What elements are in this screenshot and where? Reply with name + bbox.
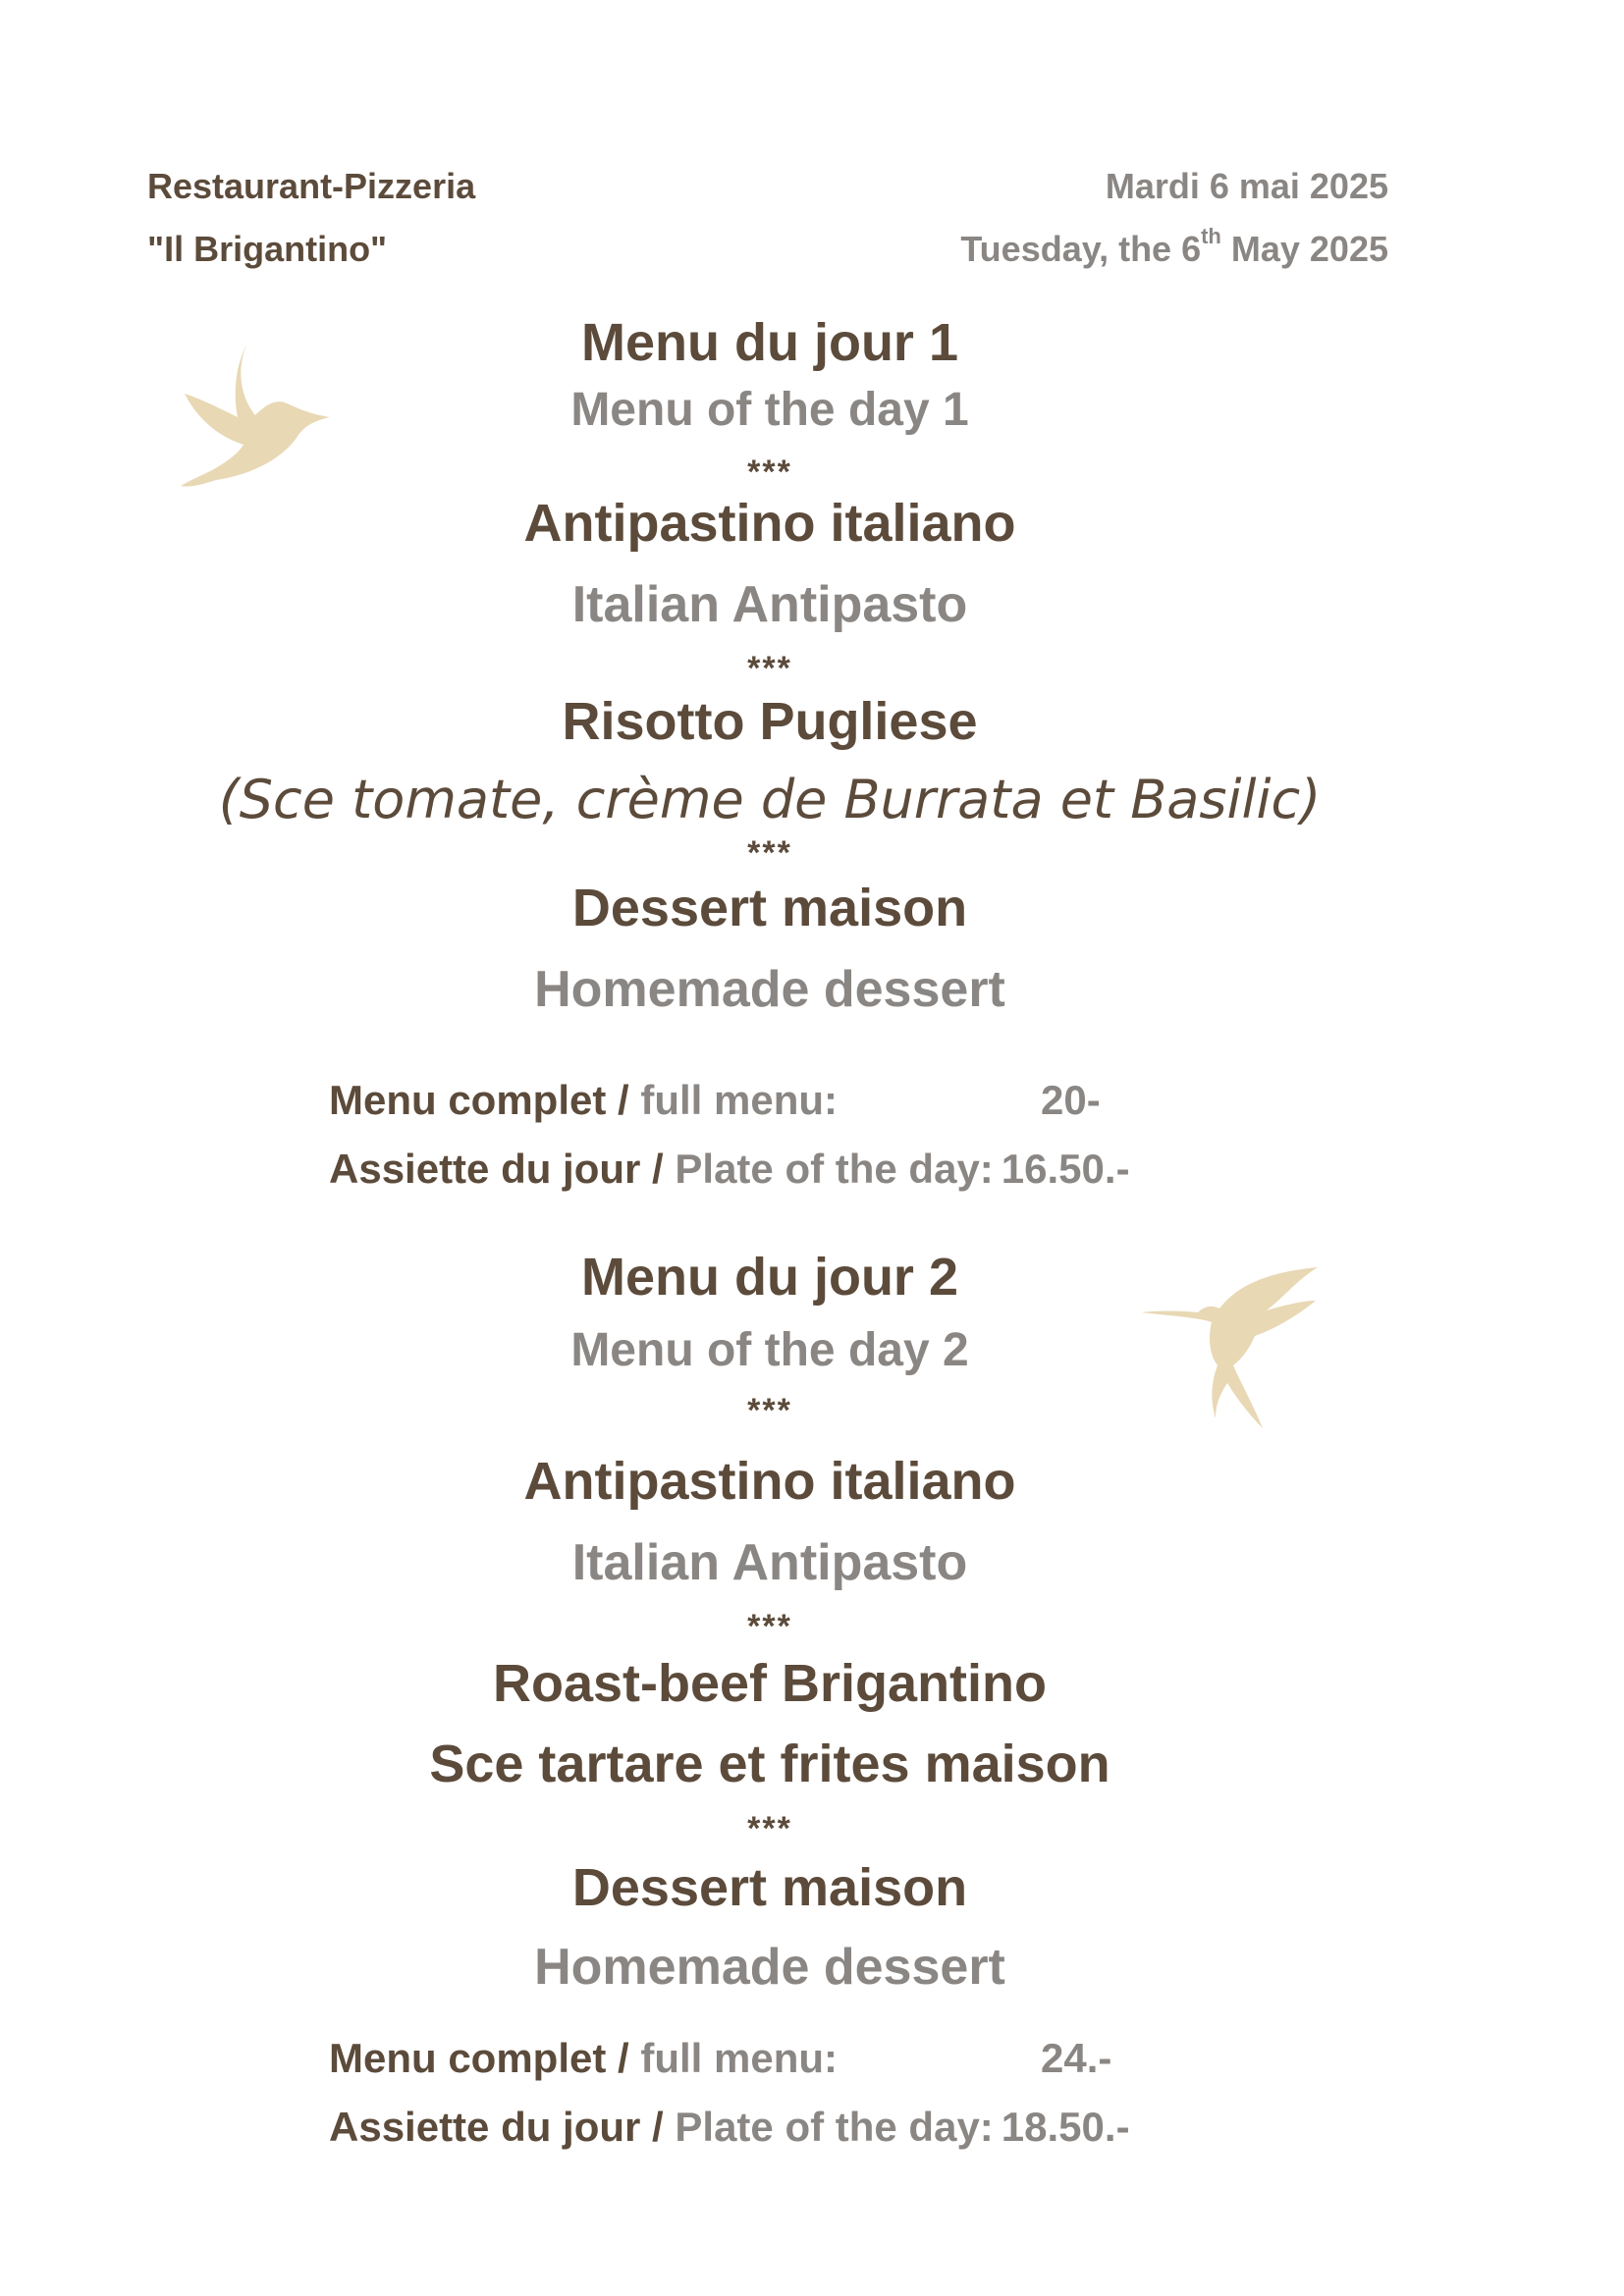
menu1-full-menu-line [329, 1077, 1101, 1123]
menu1-plate-label-en: Plate of the day: [675, 1146, 994, 1192]
menu1-full-menu-price: 20- [1041, 1077, 1101, 1123]
menu1-title: Menu du jour 1 [581, 313, 958, 372]
menu1-separator-2: *** [747, 650, 792, 687]
menu1-plate-label-fr: Assiette du jour / [329, 1146, 676, 1192]
date-english [960, 224, 1388, 269]
menu2-separator-3: *** [747, 1810, 792, 1847]
menu2-full-menu-line [329, 2035, 1112, 2081]
date-english-suffix: May 2025 [1220, 229, 1388, 269]
menu1-plate-line [329, 1148, 1130, 1190]
menu2-main-description: Sce tartare et frites maison [429, 1735, 1110, 1793]
menu2-plate-line [329, 2104, 1130, 2150]
menu1-main-description: (Sce tomate, crème de Burrata et Basilic) [218, 769, 1322, 830]
menu2-subtitle: Menu of the day 2 [570, 1324, 969, 1376]
menu1-dessert: Dessert maison [571, 879, 968, 937]
menu2-full-menu-label-en: full menu: [640, 2035, 839, 2081]
menu2-dessert-translation: Homemade dessert [534, 1939, 1005, 1996]
menu2-plate-label-fr: Assiette du jour / [329, 2104, 676, 2150]
menu2-title: Menu du jour 2 [581, 1248, 958, 1307]
menu1-plate-price: 16.50.- [1001, 1146, 1130, 1192]
menu2-separator-2: *** [747, 1608, 792, 1645]
menu1-separator-3: *** [747, 834, 792, 872]
menu1-main: Risotto Pugliese [562, 692, 978, 751]
menu2-full-menu-price: 24.- [1041, 2035, 1112, 2081]
menu1-full-menu-label-fr: Menu complet / [329, 1077, 641, 1123]
menu2-main: Roast-beef Brigantino [492, 1654, 1048, 1713]
menu1-dessert-translation: Homemade dessert [534, 961, 1005, 1018]
date-french: Mardi 6 mai 2025 [1105, 166, 1388, 206]
menu2-plate-label-en: Plate of the day: [675, 2104, 994, 2150]
menu2-full-menu-label-fr: Menu complet / [329, 2035, 641, 2081]
menu1-subtitle: Menu of the day 1 [570, 384, 969, 436]
menu2-starter: Antipastino italiano [523, 1452, 1016, 1511]
date-english-prefix: Tuesday, the 6 [960, 229, 1202, 269]
restaurant-type: Restaurant-Pizzeria [147, 166, 476, 206]
menu2-plate-price: 18.50.- [1001, 2104, 1130, 2150]
menu1-starter: Antipastino italiano [523, 494, 1016, 553]
menu2-dessert: Dessert maison [571, 1858, 968, 1917]
menu2-separator-1: *** [747, 1392, 792, 1429]
date-english-ordinal: th [1201, 224, 1221, 248]
menu2-starter-translation: Italian Antipasto [571, 1534, 968, 1591]
menu1-separator-1: *** [747, 454, 792, 491]
menu1-starter-translation: Italian Antipasto [571, 576, 968, 633]
menu1-full-menu-label-en: full menu: [640, 1077, 839, 1123]
restaurant-name: "Il Brigantino" [147, 229, 388, 269]
